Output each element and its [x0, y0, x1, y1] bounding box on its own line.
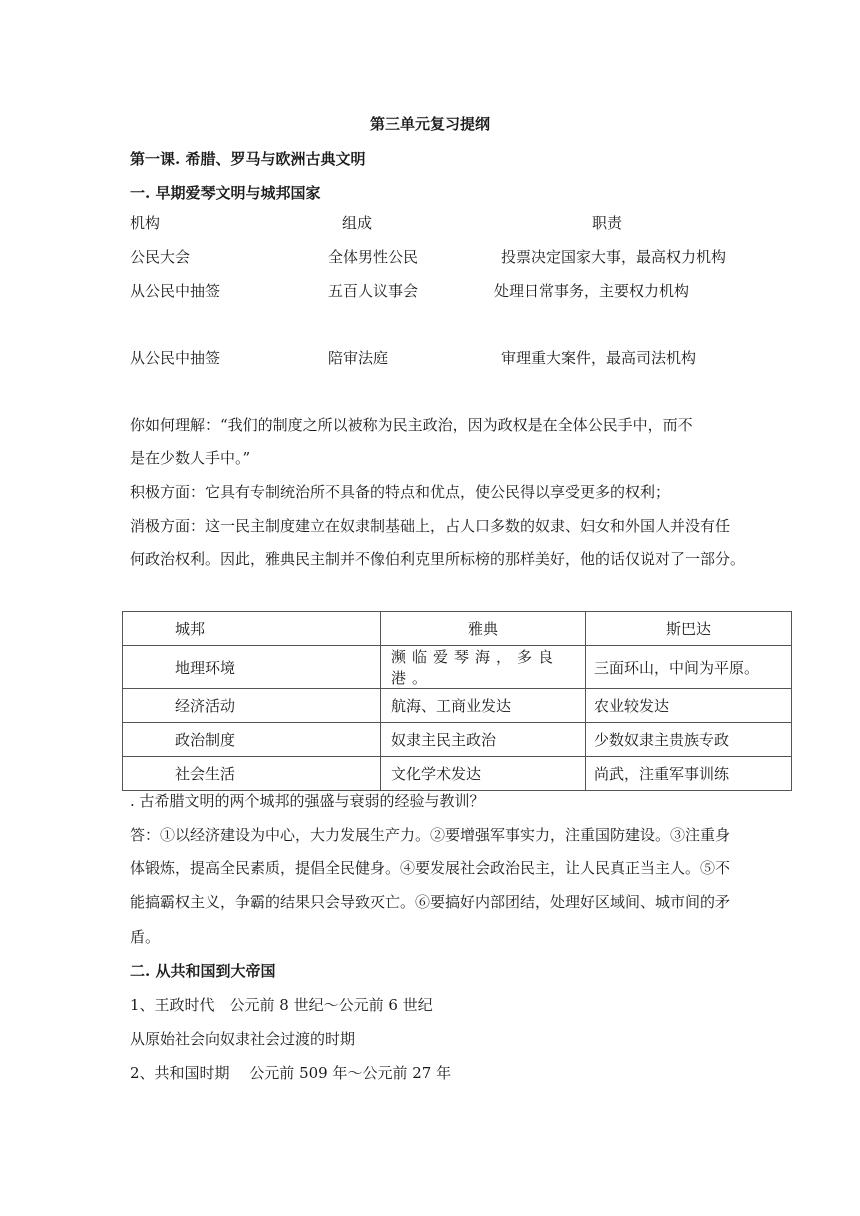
inst-row2-institution: 从公民中抽签 — [130, 282, 221, 300]
table-cell-sparta: 少数奴隶主贵族专政 — [586, 723, 792, 757]
inst-row2-duty: 处理日常事务，主要权力机构 — [494, 282, 690, 300]
lesson-heading: 第一课. 希腊、罗马与欧洲古典文明 — [130, 150, 366, 168]
table-cell-sparta: 尚武，注重军事训练 — [586, 757, 792, 791]
table-cell-category: 地理环境 — [123, 646, 381, 689]
table-cell-sparta: 三面环山，中间为平原。 — [586, 646, 792, 689]
table-row — [123, 646, 792, 689]
table-cell-athens: 文化学术发达 — [381, 757, 586, 791]
question2: . 古希腊文明的两个城邦的强盛与衰弱的经验与教训？ — [130, 792, 485, 810]
inst-header-duty: 职责 — [592, 214, 623, 232]
answer-line3: 能搞霸权主义，争霸的结果只会导致灭亡。⑥要搞好内部团结，处理好区域间、城市间的矛 — [130, 893, 731, 911]
answer-line1: 答：①以经济建设为中心，大力发展生产力。②要增强军事实力，注重国防建设。③注重身 — [130, 826, 731, 844]
positive-aspect: 积极方面：它具有专制统治所不具备的特点和优点，使公民得以享受更多的权利； — [130, 483, 671, 501]
table-header-athens: 雅典 — [381, 612, 586, 646]
question1-line2: 是在少数人手中。” — [130, 449, 251, 467]
answer-line4: 盾。 — [130, 928, 161, 946]
inst-header-institution: 机构 — [130, 214, 161, 232]
section-heading-2: 二. 从共和国到大帝国 — [130, 962, 276, 980]
table-cell-category: 政治制度 — [123, 723, 381, 757]
item1-description: 从原始社会向奴隶社会过渡的时期 — [130, 1030, 356, 1048]
table-cell-sparta: 农业较发达 — [586, 689, 792, 723]
inst-row1-duty: 投票决定国家大事，最高权力机构 — [501, 248, 727, 266]
table-row — [123, 689, 792, 723]
page-title: 第三单元复习提纲 — [369, 115, 490, 133]
table-cell-athens: 濒临爱琴海，多良港。 — [381, 646, 586, 689]
inst-row3-composition: 陪审法庭 — [328, 349, 389, 367]
table-header-row — [123, 612, 792, 646]
inst-row3-institution: 从公民中抽签 — [130, 349, 221, 367]
table-cell-athens: 航海、工商业发达 — [381, 689, 586, 723]
table-row — [123, 723, 792, 757]
negative-aspect-line1: 消极方面：这一民主制度建立在奴隶制基础上，占人口多数的奴隶、妇女和外国人并没有任 — [130, 517, 731, 535]
inst-row1-composition: 全体男性公民 — [328, 248, 419, 266]
inst-row1-institution: 公民大会 — [130, 248, 191, 266]
negative-aspect-line2: 何政治权利。因此，雅典民主制并不像伯利克里所标榜的那样美好，他的话仅说对了一部分。 — [130, 550, 746, 568]
inst-row3-duty: 审理重大案件，最高司法机构 — [501, 349, 697, 367]
table-header-city-state: 城邦 — [123, 612, 381, 646]
item1-monarchy: 1、王政时代 公元前 8 世纪～公元前 6 世纪 — [130, 996, 433, 1014]
question1-line1: 你如何理解：“我们的制度之所以被称为民主政治，因为政权是在全体公民手中，而不 — [130, 416, 693, 434]
inst-header-composition: 组成 — [342, 214, 373, 232]
item2-republic: 2、共和国时期 公元前 509 年～公元前 27 年 — [130, 1064, 452, 1082]
section-heading-1: 一. 早期爱琴文明与城邦国家 — [130, 184, 321, 202]
table-cell-category: 社会生活 — [123, 757, 381, 791]
table-row — [123, 757, 792, 791]
table-cell-category: 经济活动 — [123, 689, 381, 723]
answer-line2: 体锻炼，提高全民素质，提倡全民健身。④要发展社会政治民主，让人民真正当主人。⑤不 — [130, 859, 731, 877]
table-header-sparta: 斯巴达 — [586, 612, 792, 646]
table-cell-athens: 奴隶主民主政治 — [381, 723, 586, 757]
inst-row2-composition: 五百人议事会 — [328, 282, 419, 300]
city-state-comparison-table — [122, 611, 792, 791]
